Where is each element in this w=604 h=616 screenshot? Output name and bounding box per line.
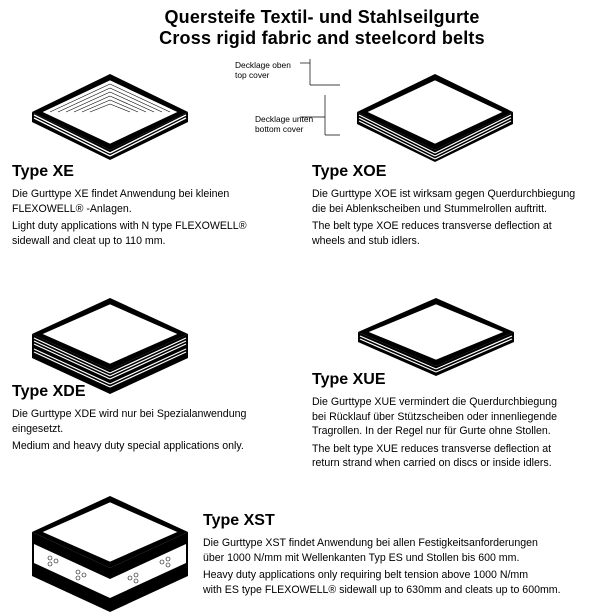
title-english: Cross rigid fabric and steelcord belts [159, 28, 485, 48]
type-xue-en-line2: return strand when carried on discs or inside idlers. [312, 457, 552, 470]
belt-xde-illustration [30, 296, 190, 396]
belt-xe-illustration [30, 72, 190, 162]
type-xoe-en-line2: wheels and stub idlers. [312, 234, 420, 247]
annotation-top-de: Decklage oben [235, 60, 291, 70]
annotation-top-cover [235, 60, 291, 80]
type-xe-section [12, 163, 247, 251]
belt-xue-illustration [356, 296, 516, 378]
type-xde-en-line1: Medium and heavy duty special applications only. [12, 440, 244, 453]
annotation-bottom-en: bottom cover [255, 124, 304, 134]
type-xst-de-line2: über 1000 N/mm mit Wellenkanten Typ ES und Stollen bis 600 mm. [203, 551, 520, 564]
type-xde-de-line2: eingesetzt. [12, 422, 64, 435]
annotation-top-en: top cover [235, 70, 270, 80]
type-xe-de-line2: FLEXOWELL® -Anlagen. [12, 202, 132, 215]
type-xoe-heading: Type XOE [312, 163, 387, 180]
belt-xst-illustration [30, 494, 190, 614]
type-xue-de-line2: bei Rücklauf über Stützscheiben oder innenliegende [312, 410, 558, 423]
type-xe-heading: Type XE [12, 163, 74, 180]
type-xst-en-line2: with ES type FLEXOWELL® sidewall up to 630mm and cleats up to 600mm. [203, 583, 561, 596]
type-xue-heading: Type XUE [312, 371, 386, 388]
type-xe-en-line2: sidewall and cleat up to 110 mm. [12, 234, 166, 247]
annotation-bottom-cover [255, 114, 313, 134]
type-xoe-de-line2: die bei Ablenkscheiben und Stummelrollen auftritt. [312, 202, 547, 215]
type-xue-de-line3: Tragrollen. In der Regel nur für Gurte ohne Stollen. [312, 425, 551, 438]
type-xst-heading: Type XST [203, 512, 275, 529]
type-xue-de-line1: Die Gurttype XUE vermindert die Querdurchbiegung [312, 396, 557, 408]
type-xoe-section [312, 163, 575, 251]
type-xe-en-line1: Light duty applications with N type FLEXOWELL® [12, 220, 247, 233]
type-xst-de-line1: Die Gurttype XST findet Anwendung bei allen Festigkeitsanforderungen [203, 537, 538, 549]
type-xoe-de-line1: Die Gurttype XOE ist wirksam gegen Querdurchbiegung [312, 188, 576, 200]
belt-xoe-illustration [355, 72, 515, 164]
type-xde-de-line1: Die Gurttype XDE wird nur bei Spezialanwendung [12, 408, 247, 420]
type-xe-de-line1: Die Gurttype XE findet Anwendung bei kleinen [12, 188, 230, 200]
type-xst-en-line1: Heavy duty applications only requiring belt tension above 1000 N/mm [203, 569, 529, 582]
type-xst-section [203, 512, 561, 600]
type-xoe-en-line1: The belt type XOE reduces transverse deflection at [312, 220, 552, 233]
type-xue-section [312, 371, 557, 474]
type-xde-section [12, 383, 246, 457]
annotation-bottom-de: Decklage unten [255, 114, 314, 124]
title-german: Quersteife Textil- und Stahlseilgurte [164, 7, 480, 27]
type-xue-en-line1: The belt type XUE reduces transverse deflection at [312, 442, 552, 455]
type-xde-heading: Type XDE [12, 383, 86, 400]
